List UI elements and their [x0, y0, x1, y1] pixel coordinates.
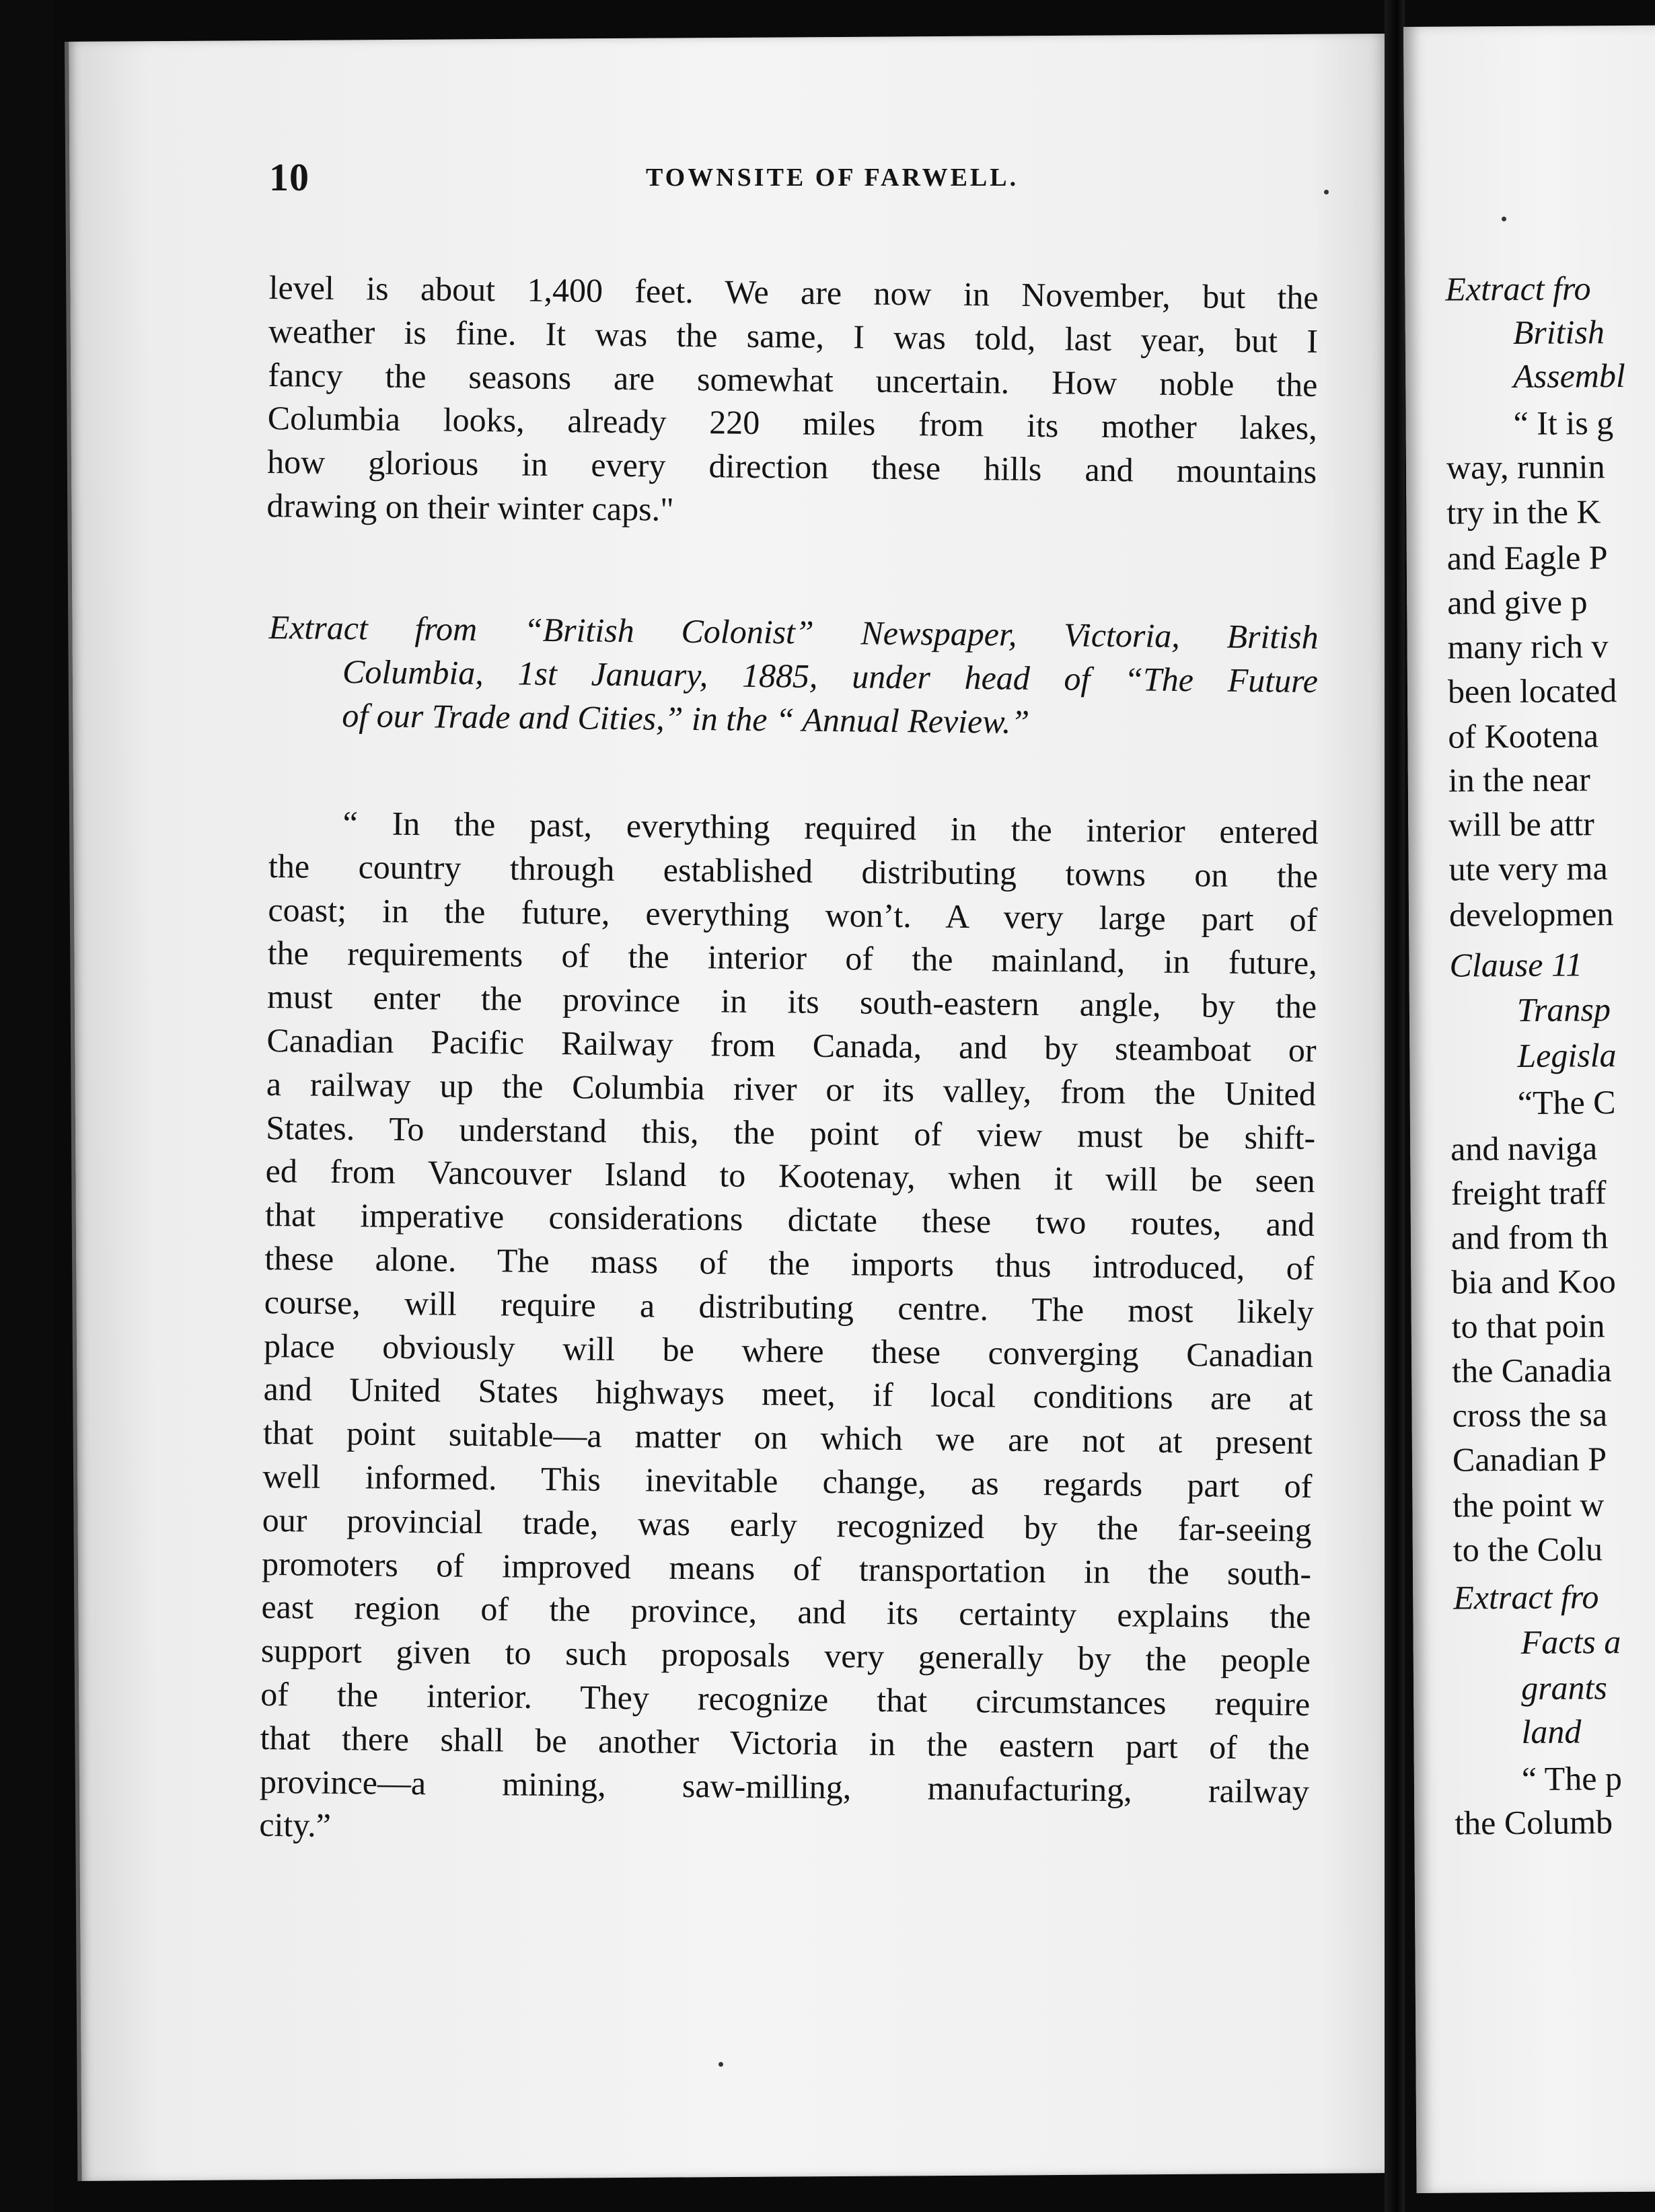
- text-line: level is about 1,400 feet. We are now in November, but the: [268, 268, 1319, 316]
- heading-line: Extract from “British Colonist” Newspaper, Victoria, British: [268, 607, 1319, 656]
- text-line: must enter the province in its south-eastern angle, by the: [266, 978, 1317, 1026]
- text-line: support given to such proposals very generally by the people: [260, 1631, 1311, 1680]
- print-speck: [719, 2062, 723, 2067]
- right-page-text: [1403, 25, 1655, 1842]
- right-page-line-fragment: “ The p: [1521, 1759, 1623, 1798]
- text-line: States. To understand this, the point of view must be shift-: [266, 1108, 1316, 1156]
- right-page-line-fragment: to that poin: [1451, 1306, 1605, 1345]
- text-line: fancy the seasons are somewhat uncertain. How noble the: [268, 355, 1318, 404]
- running-head: [269, 155, 1319, 209]
- right-page-line-fragment: bia and Koo: [1451, 1262, 1616, 1301]
- right-page-line-fragment: will be attr: [1448, 805, 1595, 844]
- right-page-line-fragment: Legisla: [1517, 1036, 1617, 1074]
- text-line: course, will require a distributing centre. The most likely: [264, 1282, 1315, 1331]
- text-line: how glorious in every direction these hills and mountains: [266, 443, 1317, 491]
- right-page-line-fragment: British: [1512, 313, 1605, 352]
- right-page-line-fragment: developmen: [1448, 895, 1614, 934]
- page-number: 10: [269, 155, 309, 199]
- text-line: Columbia looks, already 220 miles from its mother lakes,: [267, 399, 1318, 447]
- right-page-line-fragment: “ It is g: [1513, 404, 1614, 443]
- text-line: province—a mining, saw-milling, manufacturing, railway: [259, 1762, 1310, 1810]
- scan-border: [0, 0, 54, 2212]
- right-page-line-fragment: many rich v: [1447, 627, 1609, 666]
- right-page-line-fragment: of Kootena: [1448, 716, 1599, 755]
- right-page-line-fragment: in the near: [1448, 760, 1591, 799]
- text-line: east region of the province, and its certainty explains the: [261, 1588, 1311, 1636]
- right-page-line-fragment: and naviga: [1450, 1129, 1598, 1168]
- right-page-line-fragment: Extract fro: [1445, 269, 1591, 308]
- text-line: that there shall be another Victoria in the eastern part of the: [260, 1718, 1310, 1767]
- right-page-line-fragment: way, runnin: [1446, 447, 1605, 486]
- right-page: [1403, 25, 1655, 2193]
- text-line: “ In the past, everything required in the interior entered: [342, 804, 1319, 851]
- text-line: that imperative considerations dictate these two routes, and: [264, 1195, 1315, 1244]
- text-line: of the interior. They recognize that circumstances require: [260, 1674, 1311, 1723]
- right-page-line-fragment: Assembl: [1513, 356, 1625, 396]
- running-title: TOWNSITE OF FARWELL.: [646, 163, 1019, 192]
- text-line: that point suitable—a matter on which we are not at present: [262, 1413, 1313, 1462]
- print-speck: [1502, 217, 1506, 221]
- text-line: place obviously will be where these converging Canadian: [263, 1326, 1314, 1374]
- right-page-line-fragment: been located: [1447, 671, 1617, 710]
- right-page-line-fragment: Extract fro: [1453, 1578, 1599, 1617]
- heading-line: of our Trade and Cities,” in the “ Annual Review.”: [342, 696, 1030, 741]
- text-line: a railway up the Columbia river or its valley, from the United: [266, 1064, 1317, 1113]
- extract-heading: [268, 605, 1319, 746]
- right-page-line-fragment: to the Colu: [1452, 1530, 1603, 1569]
- right-page-line-fragment: ute very ma: [1448, 849, 1608, 888]
- text-line: the requirements of the interior of the mainland, in future,: [267, 934, 1318, 982]
- right-page-line-fragment: and Eagle P: [1446, 538, 1608, 577]
- right-page-line-fragment: freight traff: [1450, 1173, 1607, 1212]
- right-page-line-fragment: cross the sa: [1452, 1395, 1608, 1434]
- heading-line: Columbia, 1st January, 1885, under head of “The Future: [342, 652, 1319, 700]
- right-page-line-fragment: the point w: [1452, 1485, 1605, 1524]
- text-line: well informed. This inevitable change, as regards part of: [262, 1457, 1313, 1505]
- right-page-line-fragment: the Canadia: [1452, 1351, 1612, 1390]
- text-line: the country through established distributing towns on the: [268, 846, 1319, 895]
- text-line: our provincial trade, was early recognized by the far-seeing: [262, 1500, 1312, 1549]
- quoted-extract-paragraph: [259, 801, 1319, 1857]
- text-line: drawing on their winter caps.": [266, 486, 674, 528]
- right-page-line-fragment: and from th: [1450, 1218, 1609, 1257]
- text-line: coast; in the future, everything won’t. A very large part of: [268, 890, 1318, 938]
- text-line: Canadian Pacific Railway from Canada, and by steamboat or: [266, 1021, 1317, 1069]
- text-line: city.”: [259, 1806, 332, 1845]
- continuation-paragraph: [266, 266, 1319, 538]
- right-page-line-fragment: Facts a: [1520, 1623, 1621, 1661]
- text-line: promoters of improved means of transportation in the south-: [261, 1544, 1312, 1592]
- text-line: weather is fine. It was the same, I was told, last year, but I: [268, 311, 1319, 360]
- right-page-line-fragment: grants: [1520, 1668, 1608, 1707]
- print-speck: [1324, 190, 1329, 194]
- text-line: and United States highways meet, if local conditions are at: [263, 1370, 1313, 1418]
- right-page-line-fragment: the Columb: [1455, 1803, 1613, 1842]
- right-page-line-fragment: and give p: [1447, 583, 1588, 622]
- right-page-line-fragment: try in the K: [1446, 492, 1601, 531]
- text-line: these alone. The mass of the imports thus introduced, of: [264, 1239, 1315, 1287]
- right-page-line-fragment: Clause 11: [1449, 945, 1583, 984]
- right-page-line-fragment: “The C: [1517, 1083, 1616, 1121]
- right-page-line-fragment: Transp: [1516, 990, 1611, 1029]
- text-line: ed from Vancouver Island to Kootenay, when it will be seen: [265, 1152, 1315, 1200]
- book-gutter: [1385, 0, 1405, 2212]
- right-page-line-fragment: land: [1521, 1712, 1582, 1750]
- right-page-line-fragment: Canadian P: [1452, 1440, 1607, 1479]
